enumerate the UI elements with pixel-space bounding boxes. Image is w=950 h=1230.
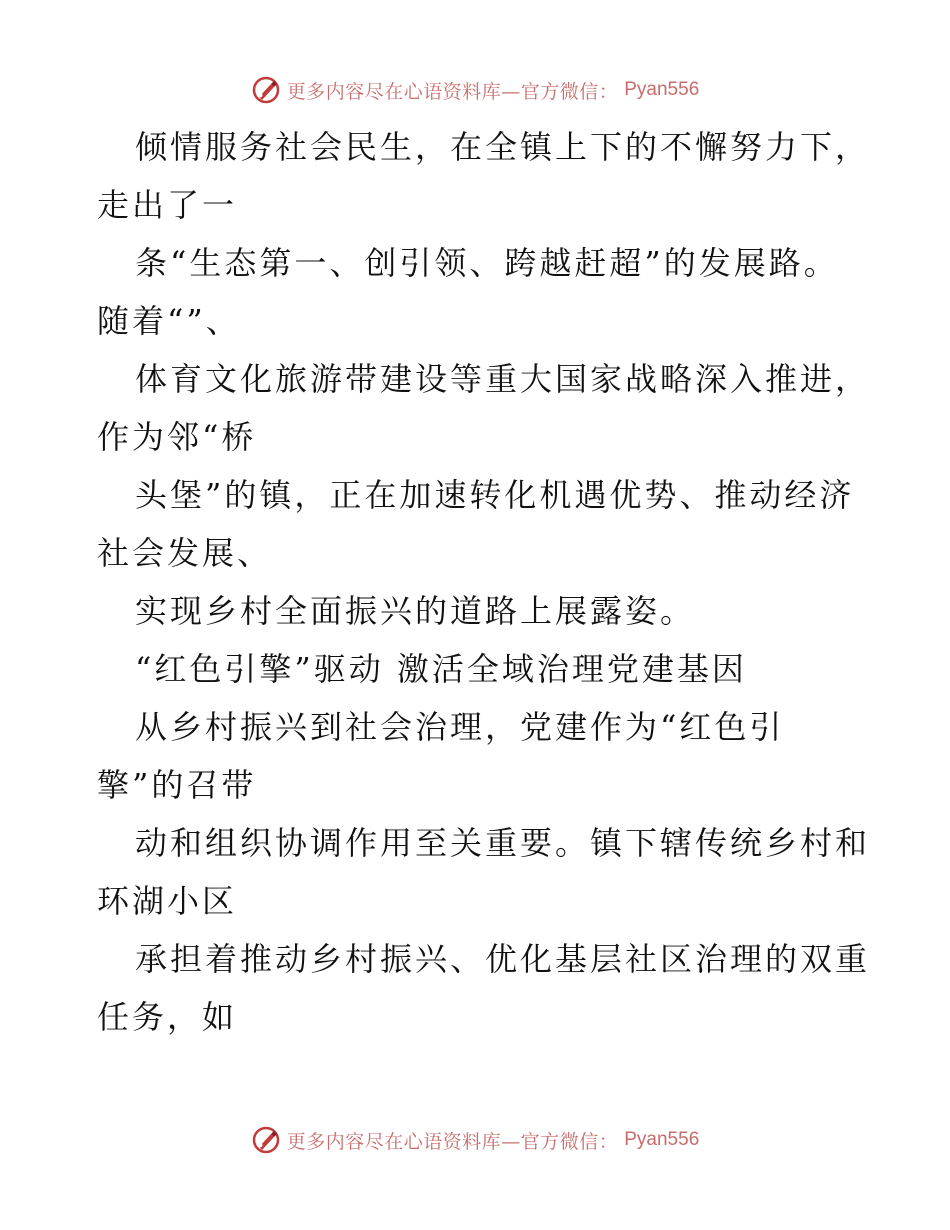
- text-line: 承担着推动乡村振兴、优化基层社区治理的双重: [135, 940, 871, 978]
- header-watermark: [0, 72, 950, 108]
- text-line: 环湖小区: [97, 882, 238, 920]
- text-line: 倾情服务社会民生，在全镇上下的不懈努力下，: [135, 128, 871, 166]
- text-line: 体育文化旅游带建设等重大国家战略深入推进，: [135, 360, 871, 398]
- text-line: 实现乡村全面振兴的道路上展露姿。: [135, 592, 696, 630]
- watermark-text: 更多内容尽在心语资料库—官方微信：: [286, 80, 619, 103]
- text-line: 作为邻“桥: [97, 418, 257, 456]
- footer-watermark: [0, 1122, 950, 1158]
- text-line: 任务，如: [97, 998, 238, 1036]
- text-line: 随着“”、: [97, 302, 241, 340]
- text-line: 条“生态第一、创引领、跨越赶超”的发展路。: [135, 244, 839, 282]
- text-line: 擎”的召带: [97, 766, 257, 804]
- text-line: 动和组织协调作用至关重要。镇下辖传统乡村和: [135, 824, 871, 862]
- document-body: [97, 118, 871, 1046]
- section-heading: “红色引擎”驱动 激活全域治理党建基因: [135, 650, 747, 688]
- pen-logo-icon: [251, 75, 281, 105]
- text-line: 社会发展、: [97, 534, 273, 572]
- pen-logo-icon: [251, 1125, 281, 1155]
- text-line: 从乡村振兴到社会治理，党建作为“红色引: [135, 708, 785, 746]
- text-line: 走出了一: [97, 186, 238, 224]
- watermark-wechat-id: Pyan556: [624, 1129, 700, 1150]
- watermark-text: 更多内容尽在心语资料库—官方微信：: [286, 1130, 619, 1153]
- text-line: 头堡”的镇，正在加速转化机遇优势、推动经济: [135, 476, 855, 514]
- watermark-wechat-id: Pyan556: [624, 79, 700, 100]
